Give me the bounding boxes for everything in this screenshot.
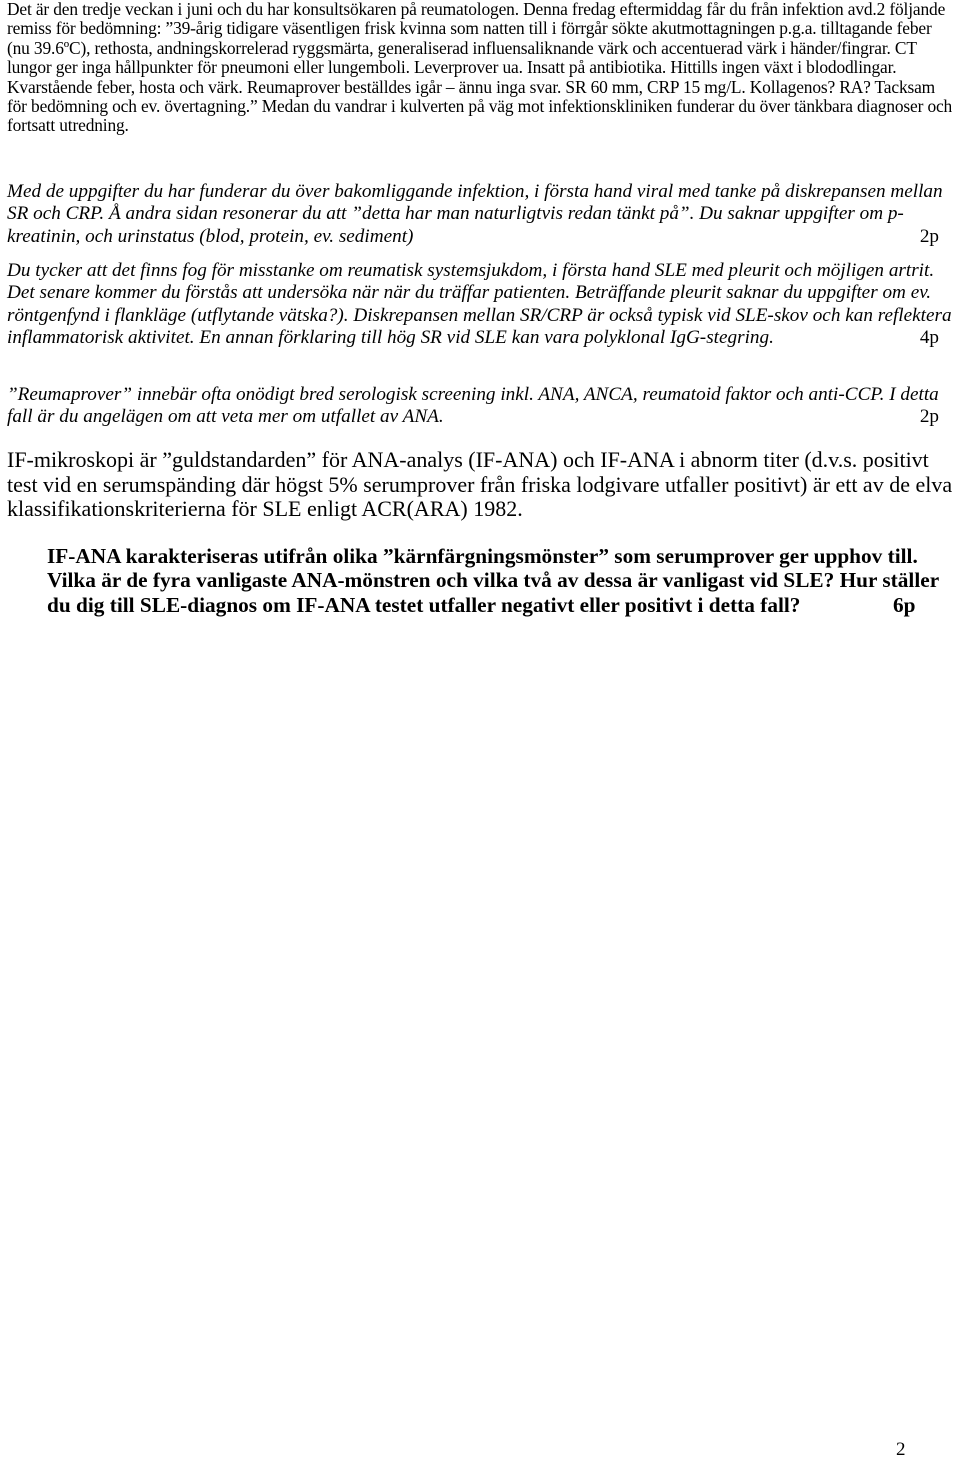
answer-text: Med de uppgifter du har funderar du över bakomliggande infektion, i första hand viral med tanke på diskrepansen mellan SR och CRP. Å andra sidan resonerar du att ”detta har man naturligtvis redan tänkt på”. Du saknar uppgifter om p-kreatinin, och urinstatus (blod, protein, ev. sediment) <box>7 181 943 247</box>
points-label: 2p <box>919 406 939 428</box>
answer-block-2 <box>7 260 957 350</box>
points-label: 4p <box>919 327 939 349</box>
points-label: 2p <box>919 225 939 247</box>
question-text: IF-ANA karakteriseras utifrån olika ”kärnfärgningsmönster” som serumprover ger upphov till. Vilka är de fyra vanligaste ANA-mönstren och vilka två av dessa är vanligast vid SLE? Hur ställer du dig till SLE-diagnos om IF-ANA testet utfaller negativt eller positivt i detta fall? <box>47 544 939 617</box>
answer-paragraph <box>7 384 957 429</box>
answer-block-3 <box>7 384 957 429</box>
answer-paragraph <box>7 260 957 350</box>
info-text: IF-mikroskopi är ”guldstandarden” för ANA-analys (IF-ANA) och IF-ANA i abnorm titer (d.v.s. positivt test vid en serumspänding där högst 5% serumprover från friska lodgivare utfaller positivt) är ett av de elva klassifikationskriterierna för SLE enligt ACR(ARA) 1982. <box>7 447 953 521</box>
question-q2 <box>7 544 955 617</box>
page-number: 2 <box>896 1439 906 1460</box>
case-description <box>7 0 955 136</box>
answer-text: ”Reumaprover” innebär ofta onödigt bred serologisk screening inkl. ANA, ANCA, reumatoid faktor och anti-CCP. I detta fall är du angelägen om att veta mer om utfallet av ANA. <box>7 384 939 428</box>
if-ana-info <box>7 448 955 522</box>
answer-block-1 <box>7 181 957 248</box>
question-paragraph: IF-ANA karakteriseras utifrån olika ”kärnfärgningsmönster” som serumprover ger upphov till. Vilka är de fyra vanligaste ANA-mönstren och vilka två av dessa är vanligast vid SLE? Hur ställer du dig till SLE-diagnos om IF-ANA testet utfaller negativt eller positivt i detta fall? 6p <box>7 544 955 617</box>
answer-text: Du tycker att det finns fog för misstanke om reumatisk systemsjukdom, i första hand SLE med pleurit och möjligen artrit. Det senare kommer du förstås att undersöka när när du träffar patienten. Beträffande pleurit saknar du uppgifter om ev. röntgenfynd i flankläge (utflytande vätska?). Diskrepansen mellan SR/CRP är också typisk vid SLE-skov och kan reflektera inflammatorisk aktivitet. En annan förklaring till hög SR vid SLE kan vara polyklonal IgG-stegring. <box>7 260 952 349</box>
case-text: Det är den tredje veckan i juni och du har konsultsökaren på reumatologen. Denna fredag eftermiddag får du från infektion avd.2 följande remiss för bedömning: ”39-årig tidigare väsentligen frisk kvinna som natten till i förrgår sökte akutmottagningen p.g.a. tilltagande feber (nu 39.6ºC), rethosta, andningskorrelerad ryggsmärta, generaliserad influensaliknande värk och accentuerad värk i händer/fingrar. CT lungor ger inga hållpunkter för pneumoni eller lungemboli. Leverprover ua. Insatt på antibiotika. Hittills ingen växt i blododlingar. Kvarstående feber, hosta och värk. Reumaprover beställdes igår – ännu inga svar. SR 60 mm, CRP 15 mg/L. Kollagenos? RA? Tacksam för bedömning och ev. övertagning.” Medan du vandrar i kulverten på väg mot infektionskliniken funderar du över tänkbara diagnoser och fortsatt utredning. <box>7 0 953 136</box>
question-number <box>7 544 47 568</box>
answer-paragraph <box>7 181 957 248</box>
